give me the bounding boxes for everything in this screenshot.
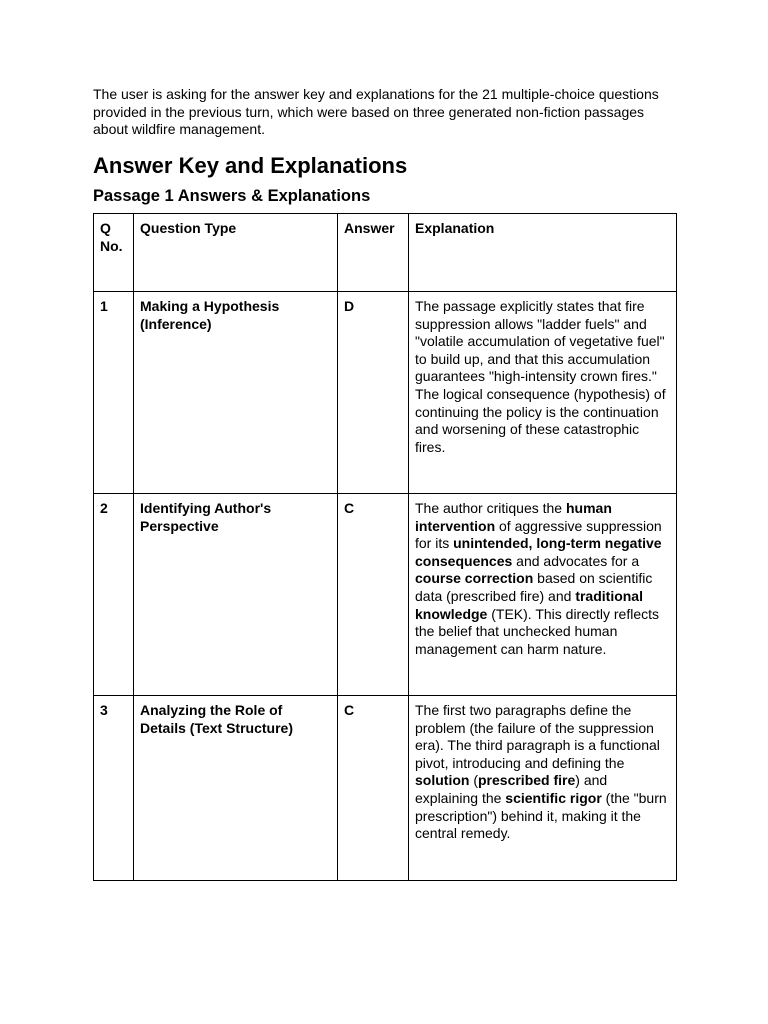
- explanation-emphasis: scientific rigor: [505, 789, 602, 806]
- explanation-text: The passage explicitly states that fire suppression allows "ladder fuels" and "volatile accumulation of vegetative fuel" to build up, and that this accumulation guarantees "high-intensity crown fires." The logical consequence (hypothesis) of continuing the policy is the continuation and worsening of these catastrophic fires.: [415, 298, 666, 455]
- explanation: [409, 494, 677, 696]
- answer-letter: C: [338, 494, 409, 696]
- question-number: 3: [94, 696, 134, 881]
- explanation-text: and advocates for a: [512, 552, 640, 569]
- header-question-type: Question Type: [134, 214, 338, 292]
- explanation-emphasis: traditional knowledge: [415, 587, 643, 622]
- question-number: 2: [94, 494, 134, 696]
- explanation-emphasis: solution: [415, 772, 470, 789]
- explanation: [409, 292, 677, 494]
- answer-letter: C: [338, 696, 409, 881]
- explanation-text: (the "burn prescription") behind it, making it the central remedy.: [415, 789, 667, 842]
- explanation-emphasis: human intervention: [415, 500, 612, 534]
- table-row: [94, 494, 677, 696]
- question-type: Making a Hypothesis (Inference): [134, 292, 338, 494]
- explanation-text: based on scientific data (prescribed fire) and: [415, 570, 653, 604]
- intro-paragraph: The user is asking for the answer key and explanations for the 21 multiple-choice questions provided in the previous turn, which were based on three generated non-fiction passages about wildfire management.: [93, 86, 659, 138]
- question-type: Identifying Author's Perspective: [134, 494, 338, 696]
- explanation-text: of aggressive suppression for its: [415, 517, 662, 552]
- explanation-emphasis: prescribed fire: [478, 772, 576, 789]
- header-q-no: Q No.: [94, 214, 134, 292]
- explanation-emphasis: unintended, long-term negative consequences: [415, 535, 662, 569]
- table-row: [94, 696, 677, 881]
- page-title: Answer Key and Explanations: [93, 153, 408, 178]
- answer-key-table: [93, 213, 677, 881]
- answer-letter: D: [338, 292, 409, 494]
- explanation-text: The author critiques the: [415, 500, 566, 516]
- question-number: 1: [94, 292, 134, 494]
- section-title: Passage 1 Answers & Explanations: [93, 187, 371, 205]
- header-explanation: Explanation: [409, 214, 677, 292]
- question-type: Analyzing the Role of Details (Text Structure): [134, 696, 338, 881]
- explanation-text: (TEK). This directly reflects the belief that unchecked human management can harm nature.: [415, 605, 660, 657]
- table-header-row: [94, 214, 677, 292]
- table-row: [94, 292, 677, 494]
- explanation: [409, 696, 677, 881]
- header-answer: Answer: [338, 214, 409, 292]
- explanation-text: ) and explaining the: [415, 772, 608, 806]
- explanation-text: The first two paragraphs define the problem (the failure of the suppression era). The third paragraph is a functional pivot, introducing and defining the: [415, 702, 660, 771]
- explanation-text: (: [469, 772, 478, 789]
- explanation-emphasis: course correction: [415, 570, 534, 587]
